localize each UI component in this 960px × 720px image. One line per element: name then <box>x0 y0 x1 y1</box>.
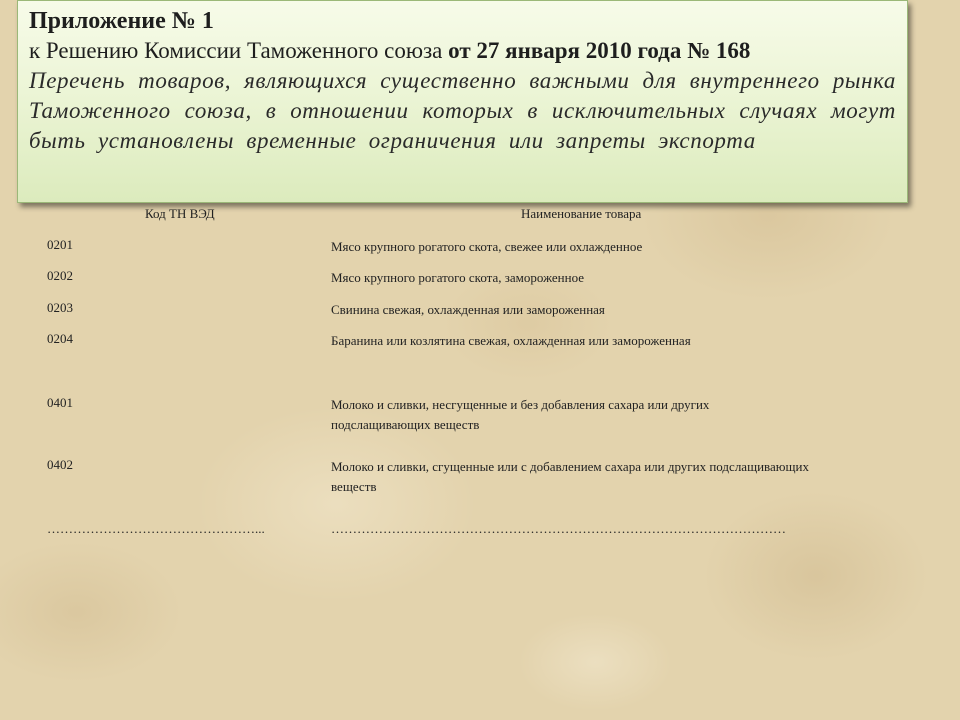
header-box <box>17 0 908 203</box>
ellipsis-code: …………………………………………... <box>47 521 265 536</box>
row-code: 0201 <box>47 237 73 252</box>
ellipsis-name: …………………………………………………………………………………………… <box>331 521 786 536</box>
row-name: Мясо крупного рогатого скота, свежее или охлажденное <box>331 239 643 254</box>
column-header-code: Код ТН ВЭД <box>145 206 215 221</box>
row-code: 0202 <box>47 268 73 283</box>
row-code: 0204 <box>47 331 73 346</box>
row-name: Свинина свежая, охлажденная или замороженная <box>331 302 605 317</box>
decision-prefix: к Решению Комиссии Таможенного союза <box>29 38 449 63</box>
row-code: 0401 <box>47 395 73 410</box>
row-name: Баранина или козлятина свежая, охлажденная или замороженная <box>331 333 691 348</box>
row-code: 0203 <box>47 300 73 315</box>
row-code: 0402 <box>47 457 73 472</box>
list-description: Перечень товаров, являющихся существенно важными для внутреннего рынка Таможенного союза, в отношении которых в исключительных случаях могут быть установлены временные ограничения или запреты экспорта <box>29 68 896 153</box>
row-name: Мясо крупного рогатого скота, замороженное <box>331 270 585 285</box>
row-name: Молоко и сливки, несгущенные и без добавления сахара или других подслащивающих веществ <box>331 397 710 432</box>
row-name: Молоко и сливки, сгущенные или с добавлением сахара или других подслащивающих веществ <box>331 459 809 494</box>
appendix-title: Приложение № 1 <box>29 8 214 34</box>
column-header-name: Наименование товара <box>521 206 642 221</box>
decision-date-number: от 27 января 2010 года № 168 <box>448 38 751 63</box>
decision-reference <box>29 36 896 66</box>
